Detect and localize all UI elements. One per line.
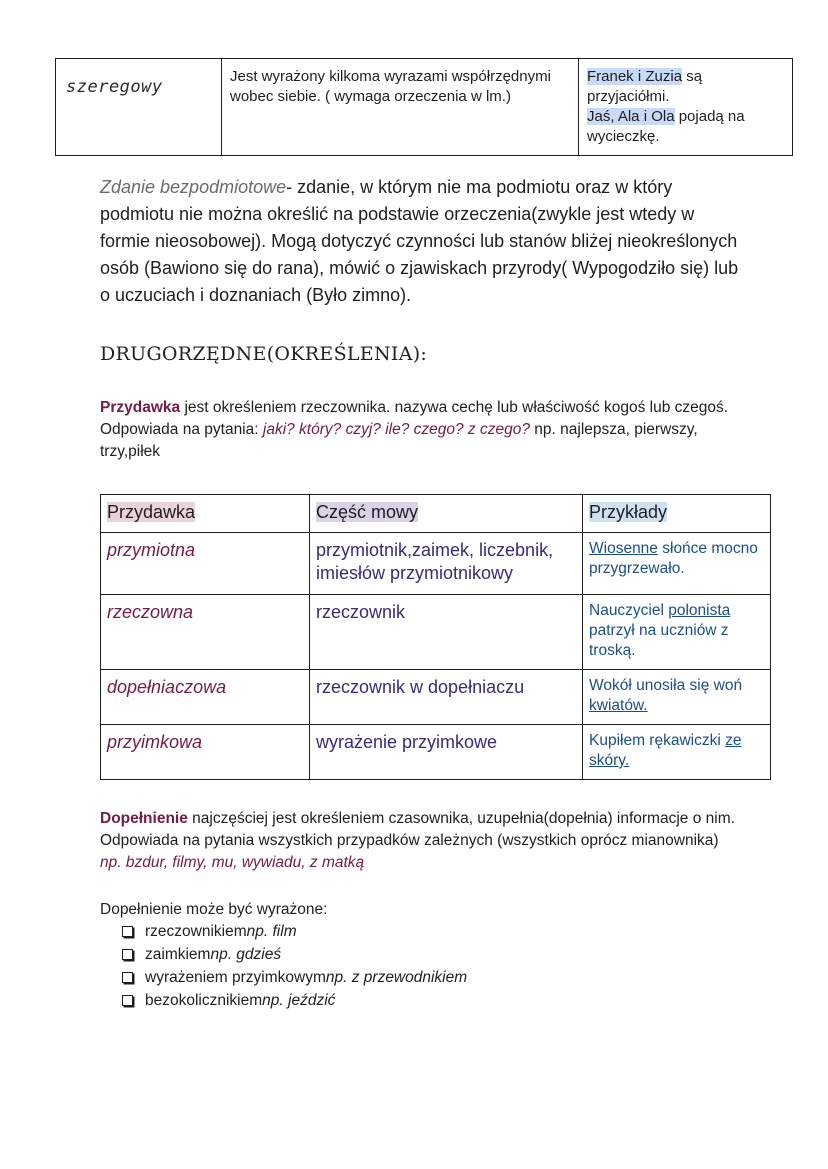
table-row <box>56 59 793 156</box>
section-heading: DRUGORZĘDNE(OKREŚLENIA): <box>100 343 428 365</box>
part-of-speech-cell: wyrażenie przyimkowe <box>310 725 583 780</box>
checkbox-bullet-icon <box>122 926 133 937</box>
definition-text: najczęściej jest określeniem czasownika, uzupełnia(dopełnia) informacje o nim. Odpowiada na pytania wszystkich przypadków zależnych (wszystkich oprócz mianownika) <box>100 810 735 849</box>
definition-text: jest określeniem rzeczownika. nazywa cechę lub właściwość kogoś lub czegoś. Odpowiada na pytania: <box>100 399 729 438</box>
column-header: Przydawka <box>101 495 310 533</box>
expression-list <box>122 920 467 1012</box>
dopelnienie-paragraph <box>100 808 740 874</box>
questions: jaki? który? czyj? ile? czego? z czego? <box>262 421 530 438</box>
list-item: rzeczownikiem np. film <box>122 920 467 943</box>
part-of-speech-cell: przymiotnik,zaimek, liczebnik, imiesłów przymiotnikowy <box>310 533 583 595</box>
example-cell <box>579 59 793 156</box>
checkbox-bullet-icon <box>122 995 133 1006</box>
checkbox-bullet-icon <box>122 972 133 983</box>
example-text: pojadą na wycieczkę. <box>587 108 745 145</box>
kind-cell: przymiotna <box>101 533 310 595</box>
definition-text: - zdanie, w którym nie ma podmiotu oraz w który podmiotu nie można określić na podstawie orzeczenia(zwykle jest wtedy w formie nieosobowej). Mogą dotyczyć czynności lub stanów bliżej nieokreślonych osób (Bawiono się do rana), mówić o zjawiskach przyrody( Wypogodziło się) lub o uczuciach i doznaniach (Było zimno). <box>100 177 739 305</box>
column-header: Przykłady <box>583 495 771 533</box>
list-item: wyrażeniem przyimkowym np. z przewodnikiem <box>122 966 467 989</box>
term: Przydawka <box>100 399 181 416</box>
example-cell: Wokół unosiła się woń kwiatów. <box>583 670 771 725</box>
kind-cell: przyimkowa <box>101 725 310 780</box>
list-item: zaimkiem np. gdzieś <box>122 943 467 966</box>
column-header: Część mowy <box>310 495 583 533</box>
example-highlight: Franek i Zuzia <box>587 68 683 85</box>
table-row <box>101 595 771 670</box>
example-cell: Wiosenne słońce mocno przygrzewało. <box>583 533 771 595</box>
description-cell: Jest wyrażony kilkoma wyrazami współrzędnymi wobec siebie. ( wymaga orzeczenia w lm.) <box>222 59 579 156</box>
przydawka-paragraph <box>100 397 740 463</box>
checkbox-bullet-icon <box>122 949 133 960</box>
part-of-speech-cell: rzeczownik w dopełniaczu <box>310 670 583 725</box>
part-of-speech-cell: rzeczownik <box>310 595 583 670</box>
term: Dopełnienie <box>100 810 188 827</box>
examples: np. bzdur, filmy, mu, wywiadu, z matką <box>100 854 365 871</box>
term: Zdanie bezpodmiotowe <box>100 177 287 197</box>
examples: np. najlepsza, pierwszy, trzy,piłek <box>100 421 698 460</box>
bezpodmiotowe-paragraph <box>100 174 740 309</box>
term-cell: szeregowy <box>56 59 222 156</box>
table-header-row <box>101 495 771 533</box>
table-row <box>101 533 771 595</box>
table-row <box>101 670 771 725</box>
list-item: bezokolicznikiem np. jeździć <box>122 989 467 1012</box>
kind-cell: rzeczowna <box>101 595 310 670</box>
list-intro: Dopełnienie może być wyrażone: <box>100 901 328 918</box>
example-text: są przyjaciółmi. <box>587 68 703 105</box>
example-highlight: Jaś, Ala i Ola <box>587 108 675 125</box>
kind-cell: dopełniaczowa <box>101 670 310 725</box>
przydawka-table <box>100 494 771 780</box>
example-cell: Kupiłem rękawiczki ze skóry. <box>583 725 771 780</box>
table-row <box>101 725 771 780</box>
example-cell: Nauczyciel polonista patrzył na uczniów z troską. <box>583 595 771 670</box>
subject-type-table <box>55 58 793 156</box>
